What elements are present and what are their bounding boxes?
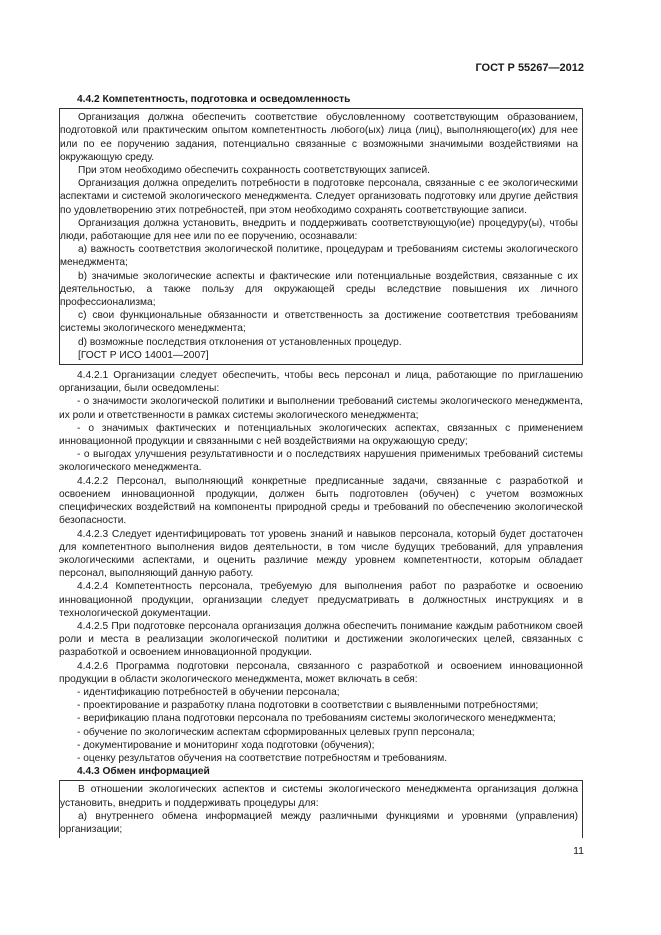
bullet-item: - о значимости экологической политики и выполнении требований системы экологического менеджмента, их роли и ответственности в рамках системы экологического менеджмента; <box>59 396 583 421</box>
box-list-item: а) внутреннего обмена информацией между различными функциями и уровнями (управления) организации; <box>60 810 578 835</box>
box-list-item: b) значимые экологические аспекты и фактические или потенциальные воздействия, связанные с их деятельностью, а также пользу для окружающей среды вследствие повышения их личного профессионализма; <box>60 270 578 309</box>
paragraph: 4.4.2.3 Следует идентифицировать тот уровень знаний и навыков персонала, который будет достаточен для компетентного выполнения видов деятельности, в том числе будущих требований, для управления экологическими аспектами, и оценить различие между уровнем компетентности, которым обладает персонал, выполняющий данную работу. <box>59 528 583 580</box>
box-reference: [ГОСТ Р ИСО 14001—2007] <box>78 349 209 361</box>
section-title-442: 4.4.2 Компетентность, подготовка и осведомленность <box>77 94 351 105</box>
box-list-item: с) свои функциональные обязанности и ответственность за достижение соответствия требованиям системы экологического менеджмента; <box>60 310 578 335</box>
bullet-item: - верификацию плана подготовки персонала по требованиям системы экологического менеджмента; <box>77 713 556 725</box>
bullet-item: - обучение по экологическим аспектам сформированных целевых групп персонала; <box>77 726 475 738</box>
box-paragraph: Организация должна установить, внедрить и поддерживать соответствующую(ие) процедуру(ы), чтобы люди, работающие для нее или по ее поручению, осознавали: <box>60 217 578 243</box>
bullet-item: - о выгодах улучшения результативности и о последствиях нарушения применимых требований системы экологического менеджмента. <box>59 449 583 474</box>
page-content <box>59 93 583 838</box>
paragraph: 4.4.2.4 Компетентность персонала, требуемую для выполнения работ по разработке и освоению инновационной продукции, организации следует предусматривать в должностных инструкциях и в технологической документации. <box>59 581 583 619</box>
paragraph: 4.4.2.5 При подготовке персонала организация должна обеспечить понимание каждым работником своей роли и места в реализации экологической политики и достижении экологических целей, связанных с разработкой и освоением инновационной продукции. <box>59 620 583 659</box>
bullet-item: - о значимых фактических и потенциальных экологических аспектах, связанных с применением инновационной продукции и связанными с ней воздействиями на окружающую среду; <box>59 422 583 448</box>
quoted-standard-box-442 <box>59 108 583 365</box>
paragraph: 4.4.2.2 Персонал, выполняющий конкретные предписанные задачи, связанные с разработкой и освоением инновационной продукции, должен быть подготовлен (обучен) с учетом возможных специфических воздействий на компоненты природной среды и требований по обеспечению экологической безопасности. <box>59 475 583 527</box>
section-title-443: 4.4.3 Обмен информацией <box>77 766 210 778</box>
standard-designation: ГОСТ Р 55267—2012 <box>475 62 584 74</box>
page-number: 11 <box>573 845 584 857</box>
paragraph: 4.4.2.1 Организации следует обеспечить, чтобы весь персонал и лица, работающие по приглашению организации, были осведомлены: <box>59 370 583 395</box>
box-paragraph: Организация должна определить потребности в подготовке персонала, связанные с ее экологическими аспектами и системой экологического менеджмента. Следует организовать подготовку или другие действия по удовлетворению этих потребностей, при этом необходимо сохранять соответствующие записи. <box>60 178 578 216</box>
box-paragraph: При этом необходимо обеспечить сохранность соответствующих записей. <box>78 165 430 177</box>
box-paragraph: В отношении экологических аспектов и системы экологического менеджмента организация должна установить, внедрить и поддерживать процедуры для: <box>60 784 578 809</box>
paragraph: 4.4.2.6 Программа подготовки персонала, связанного с разработкой и освоением инновационной продукции в области экологического менеджмента, может включать в себя: <box>59 660 583 685</box>
quoted-standard-box-443 <box>59 780 583 838</box>
bullet-item: - оценку результатов обучения на соответствие потребностям и требованиям. <box>77 752 448 764</box>
bullet-item: - документирование и мониторинг хода подготовки (обучения); <box>77 739 375 751</box>
box-list-item: а) важность соответствия экологической политике, процедурам и требованиям системы экологического менеджмента; <box>60 244 578 269</box>
box-paragraph: Организация должна обеспечить соответствие обусловленному соответствующим образованием, подготовкой или практическим опытом компетентность любого(ых) лица (лиц), выполняющего(их) для нее или по ее поручению задания, потенциально связанные с возможными значимыми воздействиями на окружающую среду. <box>60 112 578 163</box>
bullet-item: - проектирование и разработку плана подготовки в соответствии с выявленными потребностями; <box>77 700 539 712</box>
bullet-item: - идентификацию потребностей в обучении персонала; <box>77 686 340 698</box>
box-list-item: d) возможные последствия отклонения от установленных процедур. <box>78 336 402 348</box>
